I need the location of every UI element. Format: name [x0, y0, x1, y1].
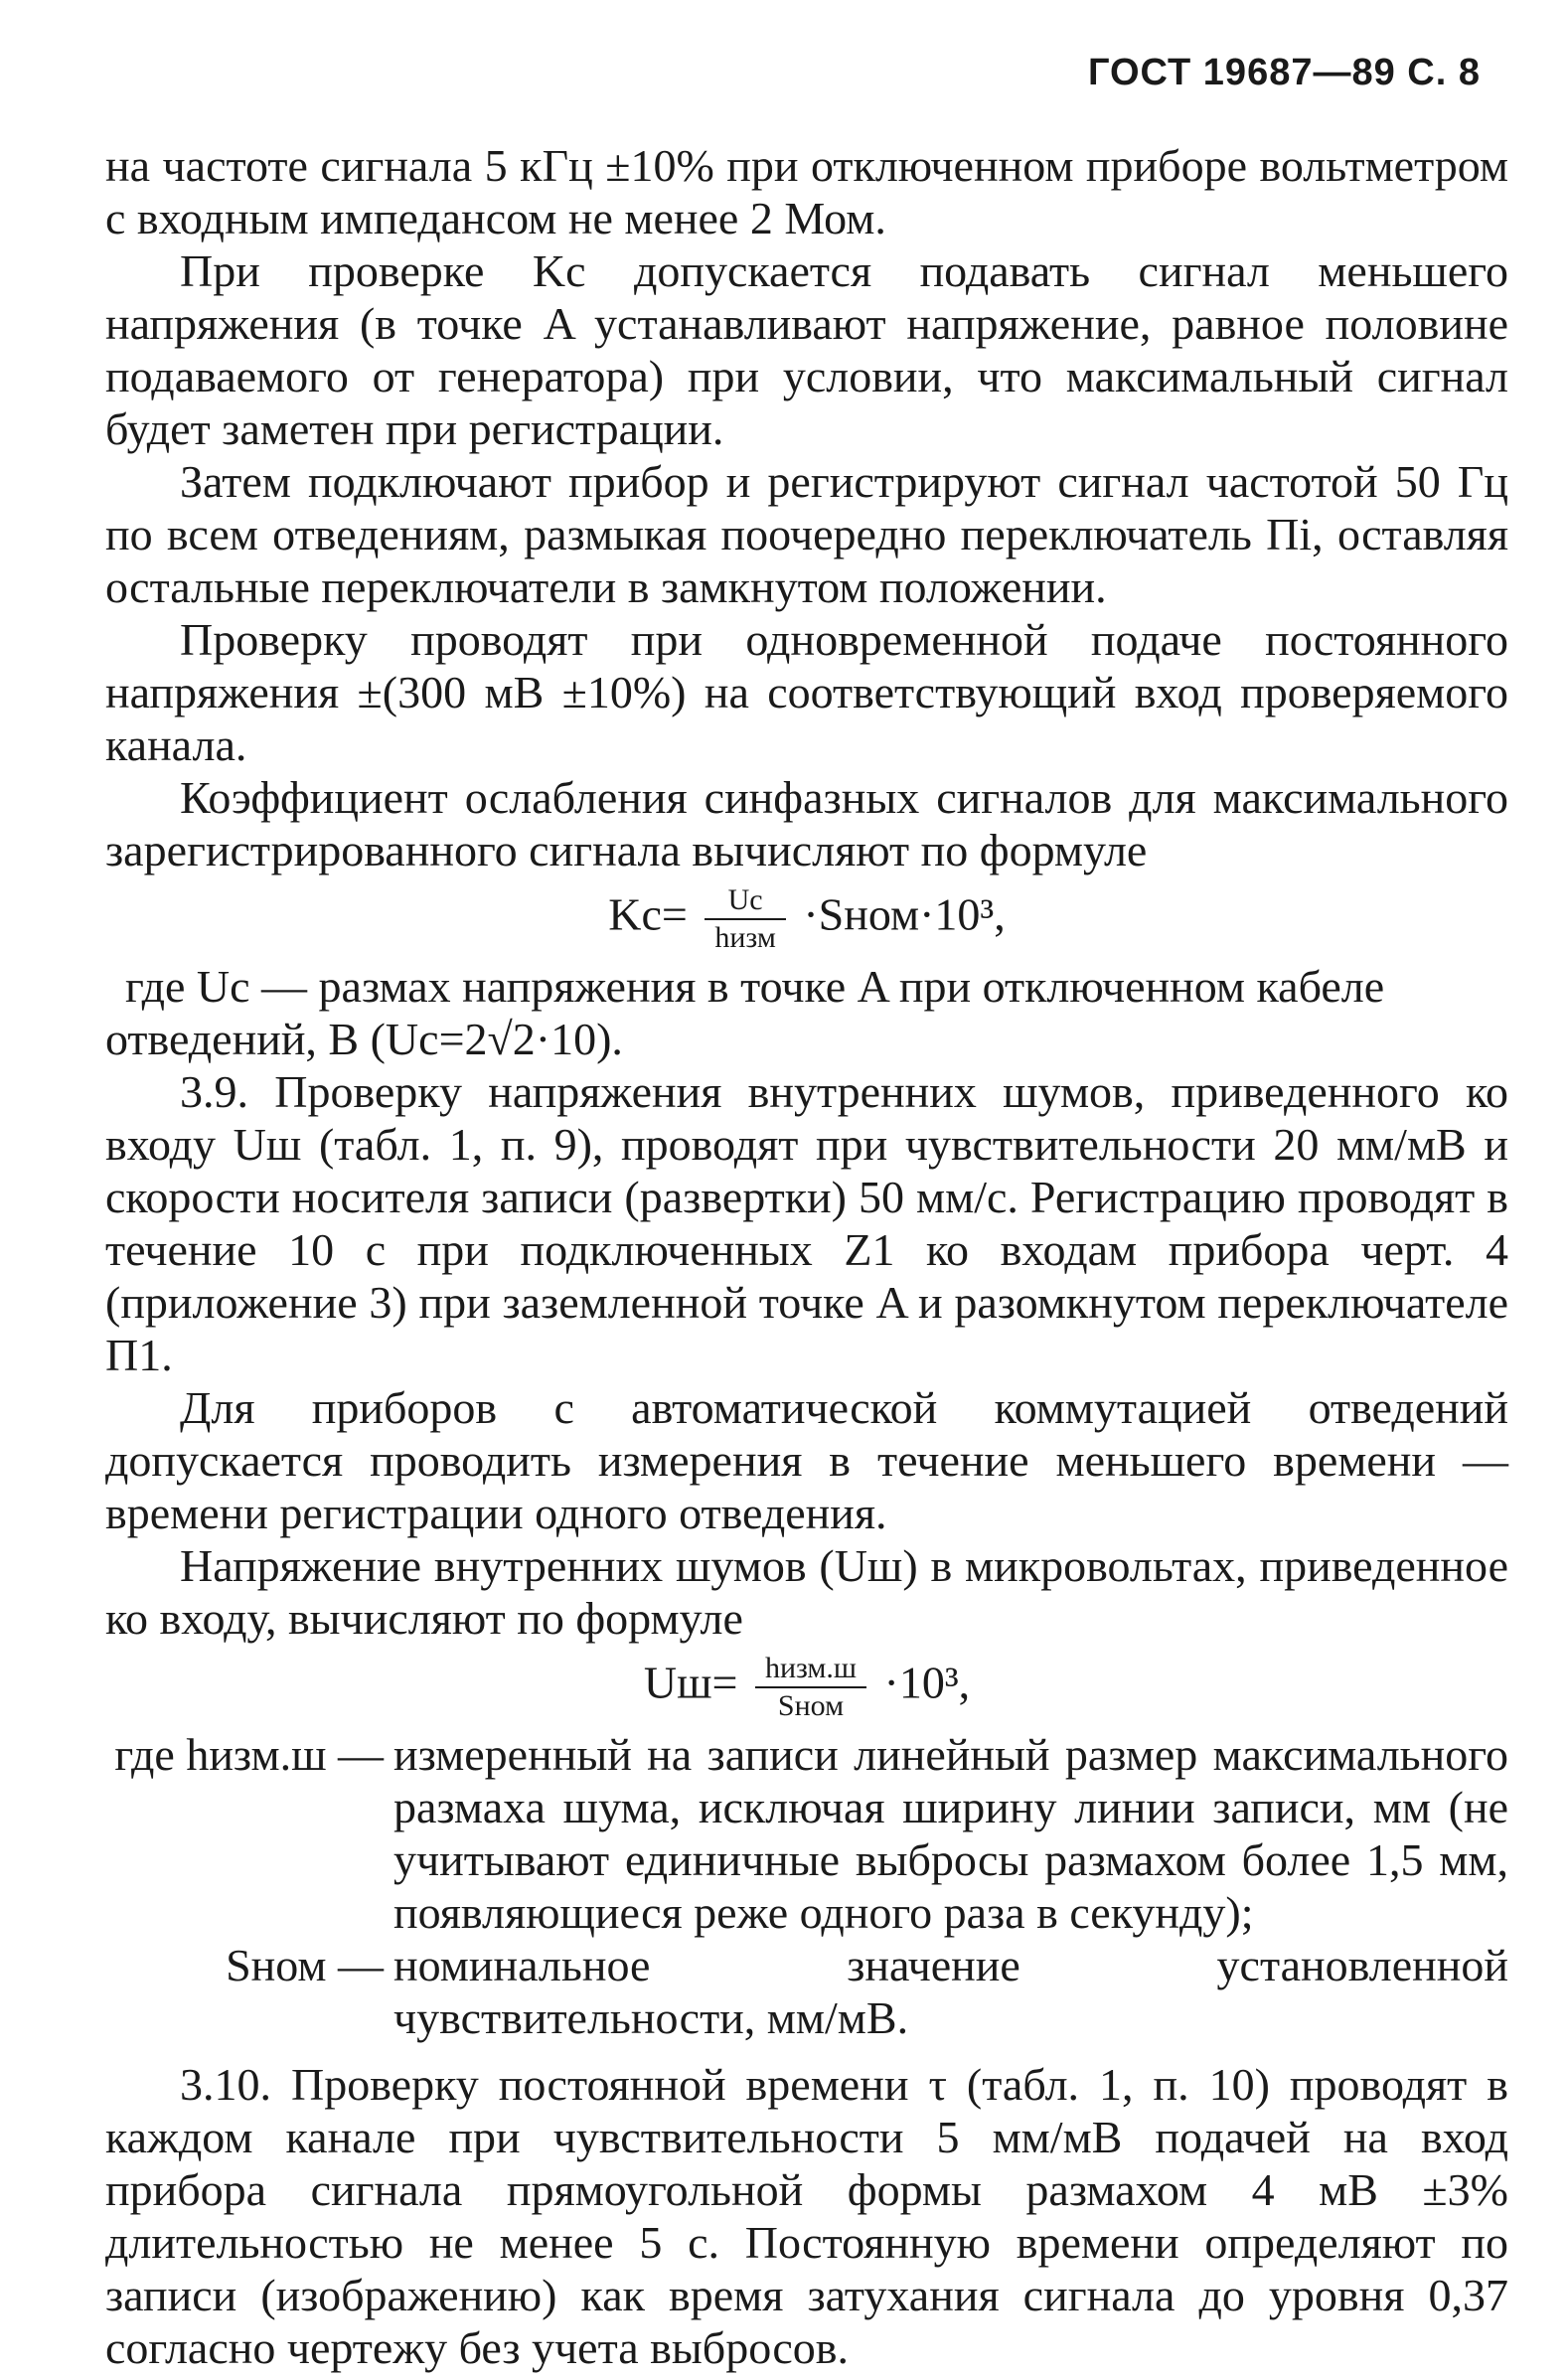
formula-lhs: Kс= — [608, 888, 688, 940]
document-body — [105, 139, 1508, 2374]
section-3-9-paragraph: 3.9. Проверку напряжения внутренних шумов, приведенного ко входу Uш (табл. 1, п. 9), проводят при чувствительности 20 мм/мВ и скорости носителя записи (развертки) 50 мм/с. Регистрацию проводят в течение 10 с при подключенных Z1 ко входам прибора черт. 4 (приложение 3) при заземленной точке A и разомкнутом переключателе П1. — [105, 1066, 1508, 1380]
formula-explanation — [105, 960, 1508, 1065]
paragraph: Затем подключают прибор и регистрируют сигнал частотой 50 Гц по всем отведениям, размыкая поочередно переключатель Пi, оставляя остальные переключатели в замкнутом положении. — [105, 456, 1508, 612]
definition-symbol: где hизм.ш — — [114, 1729, 384, 1780]
definition-text: измеренный на записи линейный размер максимального размаха шума, исключая ширину линии записи, мм (не учитывают единичные выбросы размахом более 1,5 мм, появляющиеся реже одного раза в секунду); — [393, 1729, 1508, 1938]
paragraph: При проверке Kс допускается подавать сигнал меньшего напряжения (в точке A устанавливают напряжение, равное половине подаваемого от генератора) при условии, что максимальный сигнал будет заметен при регистрации. — [105, 245, 1508, 454]
definition-text: номинальное значение установленной чувствительности, мм/мВ. — [393, 1940, 1508, 2043]
formula-rhs: ·10³, — [883, 1657, 971, 1708]
formula-lhs: Uш= — [643, 1657, 738, 1708]
paragraph: на частоте сигнала 5 кГц ±10% при отключенном приборе вольтметром с входным импедансом не менее 2 Мом. — [105, 140, 1508, 243]
formula-fraction — [755, 1651, 866, 1724]
page-header: ГОСТ 19687—89 С. 8 — [1087, 52, 1481, 93]
formula-numerator: Uс — [705, 882, 785, 920]
formula-denominator: hизм — [714, 921, 776, 954]
explanation-line: где Uс — размах напряжения в точке A при отключенном кабеле — [125, 961, 1385, 1012]
paragraph: Коэффициент ослабления синфазных сигналов для максимального зарегистрированного сигнала вычисляют по формуле — [105, 772, 1508, 875]
explanation-continuation: отведений, В (Uс=2√2·10). — [105, 1014, 623, 1064]
paragraph: Проверку проводят при одновременной подаче постоянного напряжения ±(300 мВ ±10%) на соответствующий вход проверяемого канала. — [105, 614, 1508, 770]
definition-symbol: Sном — — [226, 1940, 384, 1990]
formula-kc — [105, 882, 1508, 956]
formula-noise — [105, 1651, 1508, 1724]
formula-fraction — [705, 882, 785, 956]
definition-item — [105, 1728, 1508, 1939]
definition-item — [105, 1939, 1508, 2044]
formula-rhs: ·Sном·10³, — [803, 888, 1006, 940]
formula-denominator: Sном — [777, 1689, 845, 1722]
formula-numerator: hизм.ш — [755, 1651, 866, 1688]
paragraph: Для приборов с автоматической коммутацией отведений допускается проводить измерения в течение меньшего времени — времени регистрации одного отведения. — [105, 1382, 1508, 1538]
definitions-list — [105, 1728, 1508, 2044]
section-3-10-paragraph: 3.10. Проверку постоянной времени τ (табл. 1, п. 10) проводят в каждом канале при чувствительности 5 мм/мВ подачей на вход прибора сигнала прямоугольной формы размахом 4 мВ ±3% длительностью не менее 5 с. Постоянную времени определяют по записи (изображению) как время затухания сигнала до уровня 0,37 согласно чертежу без учета выбросов. — [105, 2059, 1508, 2373]
paragraph: Напряжение внутренних шумов (Uш) в микровольтах, приведенное ко входу, вычисляют по формуле — [105, 1540, 1508, 1644]
